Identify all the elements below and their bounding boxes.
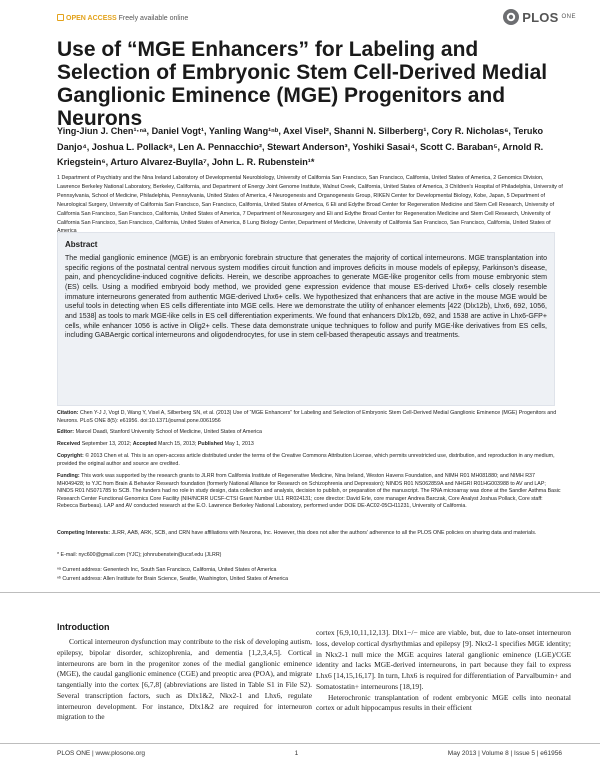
- introduction-column-1: Cortical interneuron dysfunction may contribute to the risk of developing autism, epilepsy, bipolar disorder, schizophrenia, and dementia [1,2,3,4,5]. Cortical interneurons are born in the progenitor zones of the medial ganglionic eminence (MGE), the caudal ganglionic eminence (CGE) and preoptic area (POA), and migrate tangentially into the cortex [6,7,8] (abbreviations are listed in Table S1 in File S2). Several transcription factors, such as Dlx1&2, Nkx2-1 and Lhx6, regulate interneuron development. For instance, Dlx1&2 are required for interneuron migration to the: [57, 637, 312, 722]
- received-date: September 13, 2012;: [81, 441, 132, 447]
- author-list: Ying-Jiun J. Chen¹·ⁿᵃ, Daniel Vogt¹, Yanling Wang¹ⁿᵇ, Axel Visel², Shanni N. Silberberg¹, Cory R. Nicholas⁶, Teruko Danjo⁴, Joshua L. Pollack⁸, Len A. Pennacchio², Stewart Anderson³, Yoshiki Sasai⁴, Scott C. Baraban⁵, Arnold R. Kriegstein⁶, Arturo Alvarez-Buylla⁷, John L. R. Rubenstein¹*: [57, 126, 544, 167]
- open-lock-icon: [57, 14, 64, 21]
- published-date: May 1, 2013: [224, 441, 254, 447]
- funding-label: Funding:: [57, 473, 80, 479]
- accepted-label: Accepted: [132, 441, 157, 447]
- affiliations: 1 Department of Psychiatry and the Nina Ireland Laboratory of Developmental Neurobiology, University of California San Francisco, San Francisco, California, United States of America, 2 Genomics Division, Lawrence Berkeley National Laboratory, Berkeley, California, and Department of Energy Joint Genome Institute, Walnut Creek, California, United States of America, 3 Children's Hospital of Philadelphia, University of Pennsylvania, School of Medicine, Philadelphia, Pennsylvania, United States of America, 4 Neurogenesis and Organogenesis Group, RIKEN Center for Developmental Biology, Kobe, Japan, 5 Department of Neurological Surgery, University of California San Francisco, San Francisco, California, United States of America, 6 Eli and Edythe Broad Center for Regeneration Medicine and Stem Cell Research, University of California San Francisco, San Francisco, California, United States of America, 7 Department of Neurosurgery and Eli and Edythe Broad Center for Regeneration Medicine and Stem Cell Research, University of California San Francisco, San Francisco, California, United States of America, 8 Lung Biology Center, Department of Medicine, University of California San Francisco, San Francisco, California, United States of: [57, 175, 563, 226]
- availability-label: Freely available online: [118, 15, 189, 22]
- editor-label: Editor:: [57, 429, 75, 435]
- introduction-column-2: [316, 628, 571, 714]
- citation-text: Chen Y-J J, Vogt D, Wang Y, Visel A, Silberberg SN, et al. (2013) Use of “MGE Enhancers” for Labeling and Selection of Embryonic Stem Cell-Derived Medial Ganglionic Eminence (MGE) Progenitors and Neurons. PLoS ONE 8(5): e61956. doi:10.1371/journal.pone.0061956: [57, 410, 557, 424]
- journal-logo[interactable]: [502, 8, 576, 26]
- article-title: Use of “MGE Enhancers” for Labeling and Selection of Embryonic Stem Cell-Derived Medial Ganglionic Eminence (MGE) Progenitors and Neurons: [57, 38, 548, 130]
- plos-logo-icon: [502, 8, 520, 26]
- competing-interests-label: Competing Interests:: [57, 530, 110, 536]
- funding-text: This work was supported by the research grants to JLRR from California Institute of Regenerative Medicine, Nina Ireland, Weston Havens Foundation, and NIMH R01 MH081880; and NIMH R37 MH049428; to YJC from Brain & Behavior Research foundation (formerly National Alliance for Research on Schizophrenia and Depression); NINDS R01 NS062859A and NHGRI R01HG003988 to AV and LAP; NINDS R01 NS071785 to SCB. The funders had no role in study design, data collection and analysis, decision to publish, or preparation of the manuscript. The RNA microarray was done at the Sandler Asthma Basic Research Center Functional Genomics Core Facility (NIH/NCRR UCSF-CTSI Grant Number UL1 RR024131; core director: David Erle, core manager Andrea Barczak, Core Analyst Joshua Pollack, Core staff: Rebecca Barbeau). LAP and AV conducted research at the E.O. Lawrence Berkeley National Laboratory, performed under DOE DE-AC02-05CH11231, University of California.: [57, 473, 561, 510]
- introduction-heading: Introduction: [57, 622, 110, 632]
- citation-label: Citation:: [57, 410, 79, 416]
- footer-page-number: 1: [294, 750, 299, 757]
- introduction-paragraph: Heterochronic transplantation of rodent embryonic MGE cells into neonatal cortex or adult hippocampus results in their efficient: [316, 692, 571, 713]
- abstract-text: The medial ganglionic eminence (MGE) is an embryonic forebrain structure that generates the majority of cortical interneurons. MGE transplantation into specific regions of the postnatal central nervous system modifies circuit function and improves deficits in mouse models of epilepsy, Parkinson's disease, pain, and phencyclidine-induced cognitive deficits. Herein, we describe approaches to generate MGE-like progenitor cells from mouse embryonic stem (ES) cells. Using a modified embryoid body method, we provided gene expression evidence that mouse ES-derived Lhx6+ cells closely resemble immature interneurons generated from authentic MGE-derived Lhx6+ cells. We hypothesized that enhancers that are active in the mouse MGE would be useful tools in detecting when ES cells differentiate into MGE cells. Here we demonstrate the utility of enhancer elements [422 (Dlx12b), Lhx6, 692, 1056, and 1538] as tools to mark MGE-like cells in ES cell differentiation experiments. We found that enhancers Dlx12b, 692, and 1538 are active in Lhx6-GFP+ cells, while enhancer 1056 is active in Olig2+ cells. These data demonstrate unique techniques to follow and purify MGE-like derivatives from ES cells, including GABAergic cortical interneurons and oligodendrocytes, for use in stem cell-based therapeutic assays and treatments.: [65, 255, 547, 340]
- dates-line: [57, 441, 562, 449]
- footer-journal[interactable]: PLOS ONE | www.plosone.org: [57, 750, 146, 757]
- competing-interests-line: [57, 530, 562, 538]
- footer-divider: [0, 743, 600, 744]
- funding-line: [57, 473, 562, 511]
- current-address-a: ⁿᵃ Current address: Genentech Inc, South San Francisco, California, United States of America: [57, 567, 277, 573]
- editor-text: Marcel Daadi, Stanford University School of Medicine, United States of America: [75, 429, 262, 435]
- editor-line: [57, 429, 562, 437]
- introduction-paragraph: cortex [6,9,10,11,12,13]. Dlx1−/− mice are viable, but, due to late-onset interneuron loss, develop cortical dysrhythmias and epilepsy [9]. Nkx2-1 specifies MGE identity; in Nkx2-1 null mice the MGE acquires lateral ganglionic eminence (LGE)/CGE identity and lacks MGE-derived interneurons, in part because they fail to express Lhx6 [14,15,16,17]. In turn, Lhx6 is required for differentiation of Parvalbumin+ and Somatostatin+ interneurons [18,19].: [316, 628, 571, 691]
- page-footer: [57, 750, 562, 757]
- abstract-heading: Abstract: [65, 240, 98, 249]
- email-line[interactable]: * E-mail: nyc600@gmail.com (YJC); johnrubenstein@ucsf.edu (JLRR): [57, 552, 222, 558]
- published-label: Published: [197, 441, 224, 447]
- footer-issue: May 2013 | Volume 8 | Issue 5 | e61956: [447, 750, 562, 757]
- journal-logo-subtext: ONE: [561, 14, 576, 20]
- competing-interests-text: JLRR, AAB, ARK, SCB, and CRN have affiliations with Neurona, Inc. However, this does not alter the authors' adherence to all the PLOS ONE policies on sharing data and materials.: [111, 530, 537, 536]
- copyright-label: Copyright:: [57, 453, 84, 459]
- copyright-text: © 2013 Chen et al. This is an open-access article distributed under the terms of the Creative Commons Attribution License, which permits unrestricted use, distribution, and reproduction in any medium, provided the original author and source are credited.: [57, 453, 555, 467]
- accepted-date: March 15, 2013;: [158, 441, 197, 447]
- section-divider: [0, 592, 600, 593]
- journal-logo-text: PLOS: [522, 9, 559, 25]
- open-access-badge: [57, 14, 188, 22]
- citation-line: [57, 410, 562, 425]
- current-address-b: ⁿᵇ Current address: Allen Institute for Brain Science, Seattle, Washington, United States of America: [57, 576, 289, 582]
- copyright-line: [57, 453, 562, 468]
- received-label: Received: [57, 441, 81, 447]
- open-access-label: OPEN ACCESS: [66, 15, 117, 22]
